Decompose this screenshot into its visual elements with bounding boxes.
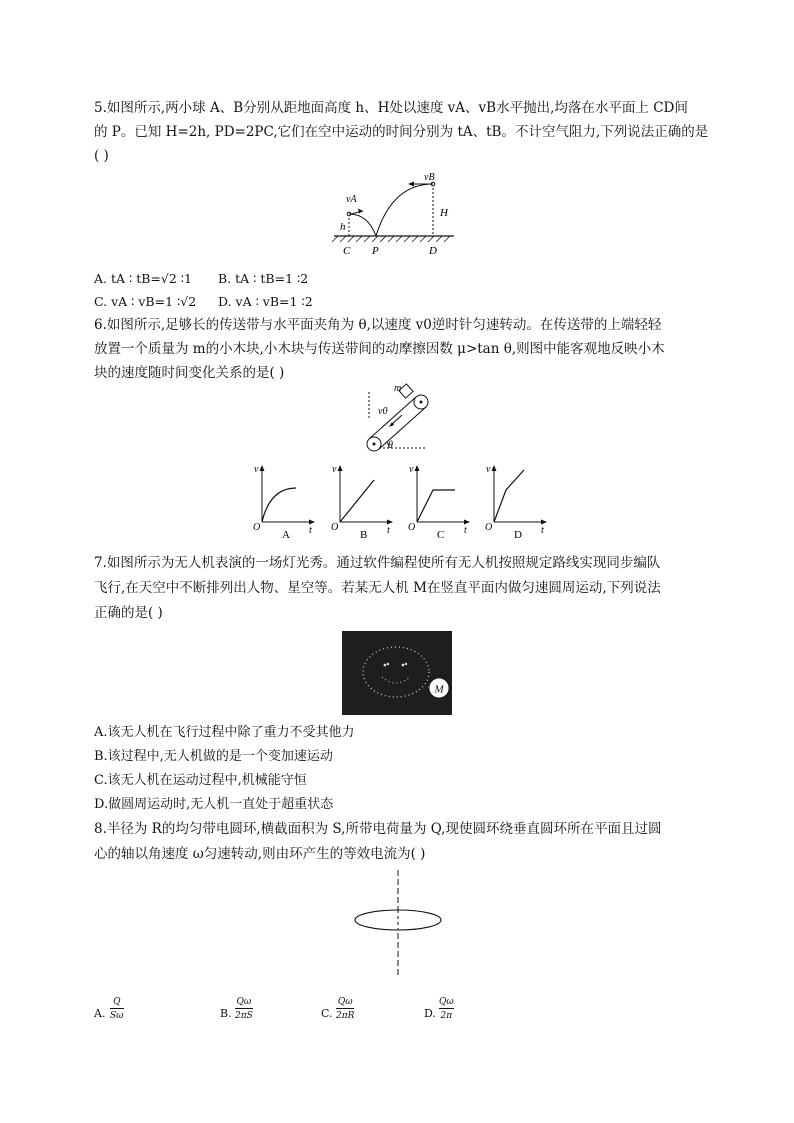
svg-text:t: t — [541, 525, 544, 536]
label-M: M — [434, 683, 444, 696]
label-D: D — [429, 245, 437, 257]
q5-stem-line-1: 5.如图所示,两小球 A、B分别从距地面高度 h、H处以速度 vA、vB水平抛出,均落在水平面上 CD间 — [94, 100, 688, 116]
q6-stem-line-1: 6.如图所示,足够长的传送带与水平面夹角为 θ,以速度 v0逆时针匀速转动。在传送带的上端轻轻 — [94, 317, 662, 333]
q5-option-d[interactable]: D. vA ∶ vB=1 ∶2 — [218, 294, 313, 309]
svg-text:v: v — [332, 464, 337, 475]
label-theta: θ — [388, 440, 393, 451]
q5-projectile-figure — [330, 170, 460, 265]
svg-text:D: D — [514, 529, 522, 540]
charged-ring-figure — [350, 868, 446, 980]
label-H: H — [440, 207, 448, 219]
q5-option-b[interactable]: B. tA ∶ tB=1 ∶2 — [218, 271, 309, 286]
svg-text:v: v — [409, 464, 414, 475]
q6-graph-b[interactable] — [328, 462, 398, 540]
svg-text:O: O — [408, 522, 416, 533]
svg-text:v: v — [254, 464, 259, 475]
svg-text:t: t — [387, 525, 390, 536]
q8-stem-line-1: 8.半径为 R的均匀带电圆环,横截面积为 S,所带电荷量为 Q,现使圆环绕垂直圆环所在平面且过圆 — [94, 821, 662, 837]
svg-text:C: C — [437, 529, 445, 540]
svg-text:A: A — [282, 529, 290, 540]
q7-option-b[interactable]: B.该过程中,无人机做的是一个变加速运动 — [94, 749, 333, 764]
q6-graph-c[interactable] — [405, 462, 475, 540]
q6-graph-d[interactable] — [482, 462, 552, 540]
svg-text:v: v — [486, 464, 491, 475]
q6-conveyor-figure — [355, 382, 435, 458]
label-v0: v0 — [378, 406, 388, 417]
q6-graph-a[interactable] — [250, 462, 320, 540]
svg-text:t: t — [309, 525, 312, 536]
drone-show-photo — [342, 631, 452, 715]
svg-text:O: O — [485, 522, 493, 533]
q6-stem-line-2: 放置一个质量为 m的小木块,小木块与传送带间的动摩擦因数 μ>tan θ,则图中能客观地反映小木 — [94, 341, 665, 357]
svg-text:O: O — [331, 522, 339, 533]
q7-stem-line-1: 7.如图所示为无人机表演的一场灯光秀。通过软件编程使所有无人机按照规定路线实现同步编队 — [94, 555, 661, 571]
q5-stem-line-3: ( ) — [94, 148, 109, 164]
label-C: C — [343, 245, 351, 257]
q7-stem-line-3: 正确的是( ) — [94, 605, 163, 621]
q5-option-a[interactable]: A. tA ∶ tB=√2 ∶1 — [94, 271, 193, 286]
label-h: h — [340, 221, 346, 233]
q6-stem-line-3: 块的速度随时间变化关系的是( ) — [94, 365, 285, 381]
q8-stem-line-2: 心的轴以角速度 ω匀速转动,则由环产生的等效电流为( ) — [94, 846, 426, 862]
svg-text:t: t — [464, 525, 467, 536]
q7-option-c[interactable]: C.该无人机在运动过程中,机械能守恒 — [94, 773, 307, 788]
label-vB: vB — [424, 172, 435, 183]
svg-text:O: O — [253, 522, 261, 533]
q7-option-d[interactable]: D.做圆周运动时,无人机一直处于超重状态 — [94, 797, 334, 812]
label-m: m — [394, 383, 402, 394]
q5-option-c[interactable]: C. vA ∶ vB=1 ∶√2 — [94, 294, 197, 309]
q7-option-a[interactable]: A.该无人机在飞行过程中除了重力不受其他力 — [94, 725, 355, 740]
q7-stem-line-2: 飞行,在天空中不断排列出人物、星空等。若某无人机 M在竖直平面内做匀速圆周运动,下列说法 — [94, 580, 661, 596]
label-vA: vA — [346, 194, 357, 205]
label-P: P — [372, 245, 379, 257]
q5-stem-line-2: 的 P。已知 H=2h, PD=2PC,它们在空中运动的时间分别为 tA、tB。不计空气阻力,下列说法正确的是 — [94, 124, 709, 140]
svg-text:B: B — [360, 529, 368, 540]
